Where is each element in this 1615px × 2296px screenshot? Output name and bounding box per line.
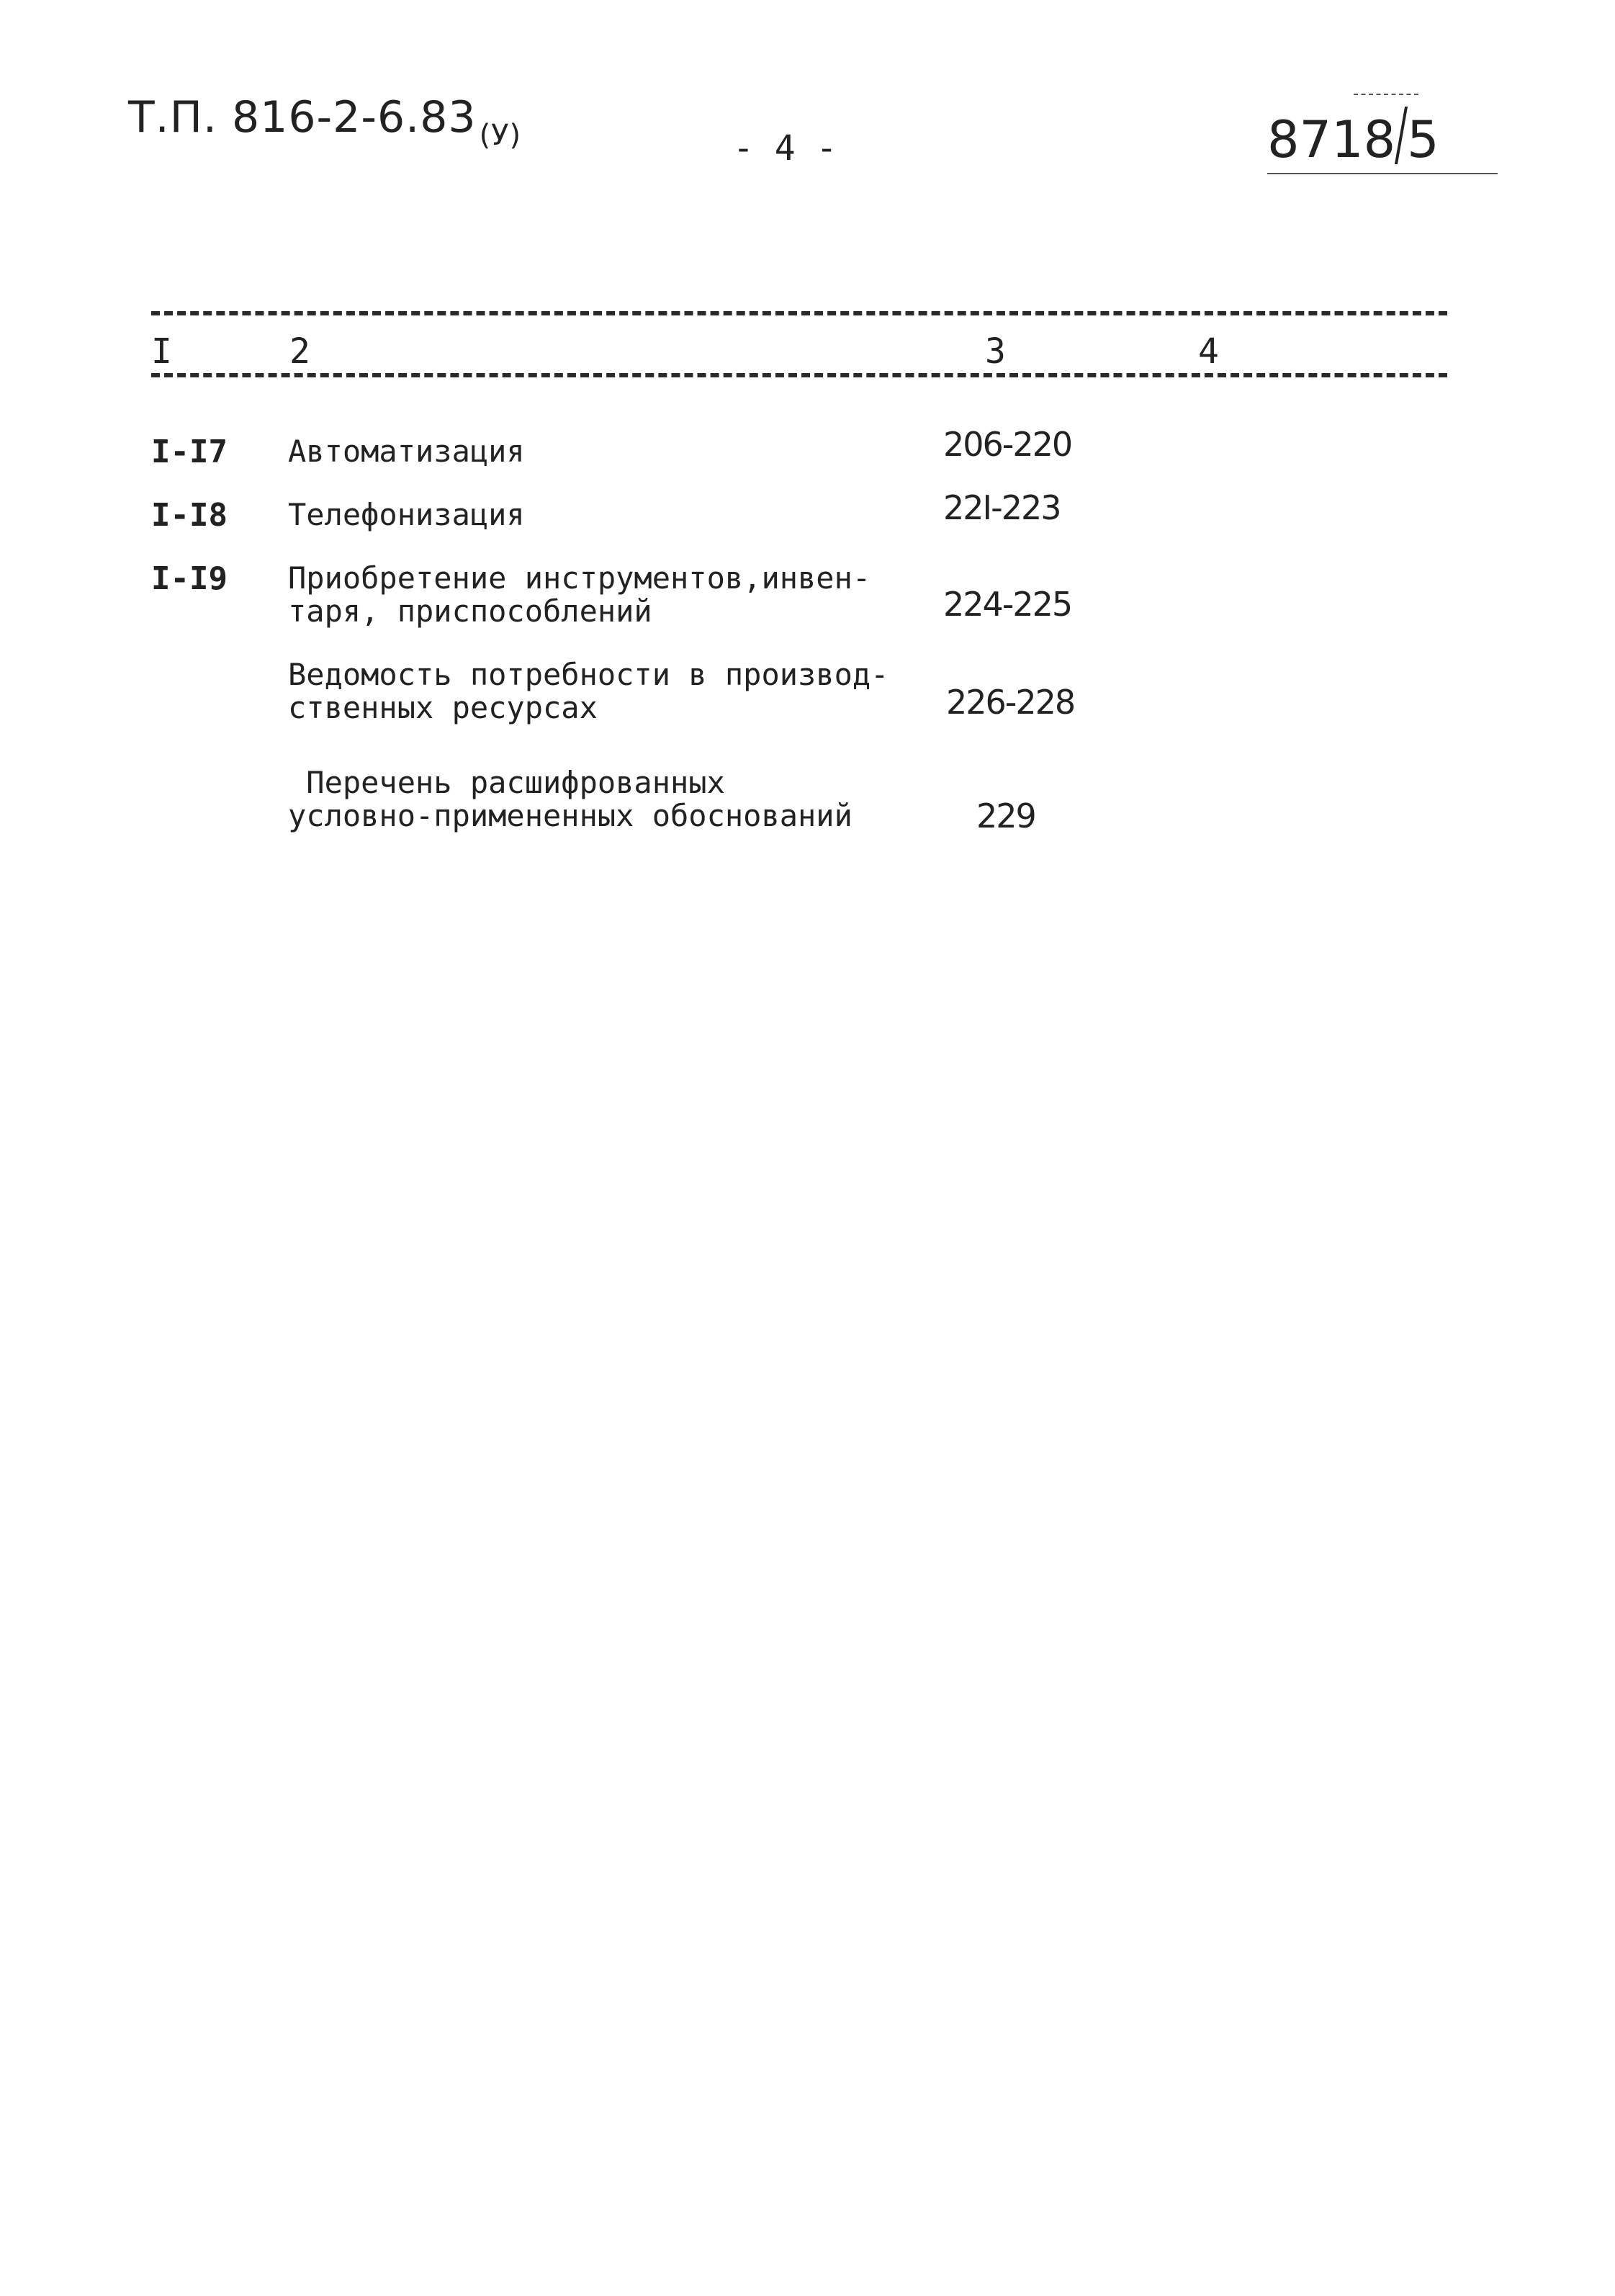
row-pages: 22I-223 — [943, 488, 1061, 527]
row-pages: 224-225 — [943, 585, 1072, 624]
row-name — [288, 435, 525, 468]
sheet-number-left: 8718 — [1267, 110, 1396, 169]
table-header-rule — [151, 373, 1447, 377]
row-code: I-I9 — [151, 560, 228, 597]
sheet-number-right: 5 — [1407, 110, 1439, 169]
row-name — [288, 562, 871, 628]
column-header-2: 2 — [285, 331, 315, 372]
row-name-line: Ведомость потребности в производ- — [288, 657, 889, 692]
row-name-line: Приобретение инструментов,инвен- — [288, 560, 871, 596]
sheet-number — [1267, 107, 1439, 169]
row-name-line: Телефонизация — [288, 497, 525, 532]
row-name-line: ственных ресурсах — [288, 690, 598, 725]
row-pages: 226-228 — [946, 683, 1075, 722]
page-number: - 4 - — [733, 128, 837, 169]
column-header-1: I — [147, 331, 176, 372]
row-name — [288, 498, 525, 532]
row-pages: 206-220 — [943, 425, 1072, 464]
row-name-line: Перечень расшифрованных — [288, 765, 725, 800]
column-header-4: 4 — [1194, 331, 1223, 372]
row-name-line: таря, приспособлений — [288, 593, 652, 629]
row-name — [288, 766, 853, 833]
document-code-text: Т.П. 816-2-6.83 — [128, 92, 477, 143]
sheet-number-divider — [1395, 107, 1408, 164]
document-code-suffix: (У) — [479, 119, 522, 152]
row-name-line: Автоматизация — [288, 434, 525, 469]
row-code: I-I7 — [151, 434, 228, 470]
sheet-number-overline — [1354, 94, 1418, 95]
row-pages: 229 — [976, 797, 1035, 835]
sheet-number-underline — [1267, 173, 1498, 174]
row-name-line: условно-примененных обоснований — [288, 798, 853, 833]
document-code — [128, 92, 521, 152]
column-header-3: 3 — [981, 331, 1010, 372]
row-code: I-I8 — [151, 497, 228, 534]
row-name — [288, 658, 889, 725]
table-top-rule — [151, 311, 1447, 315]
